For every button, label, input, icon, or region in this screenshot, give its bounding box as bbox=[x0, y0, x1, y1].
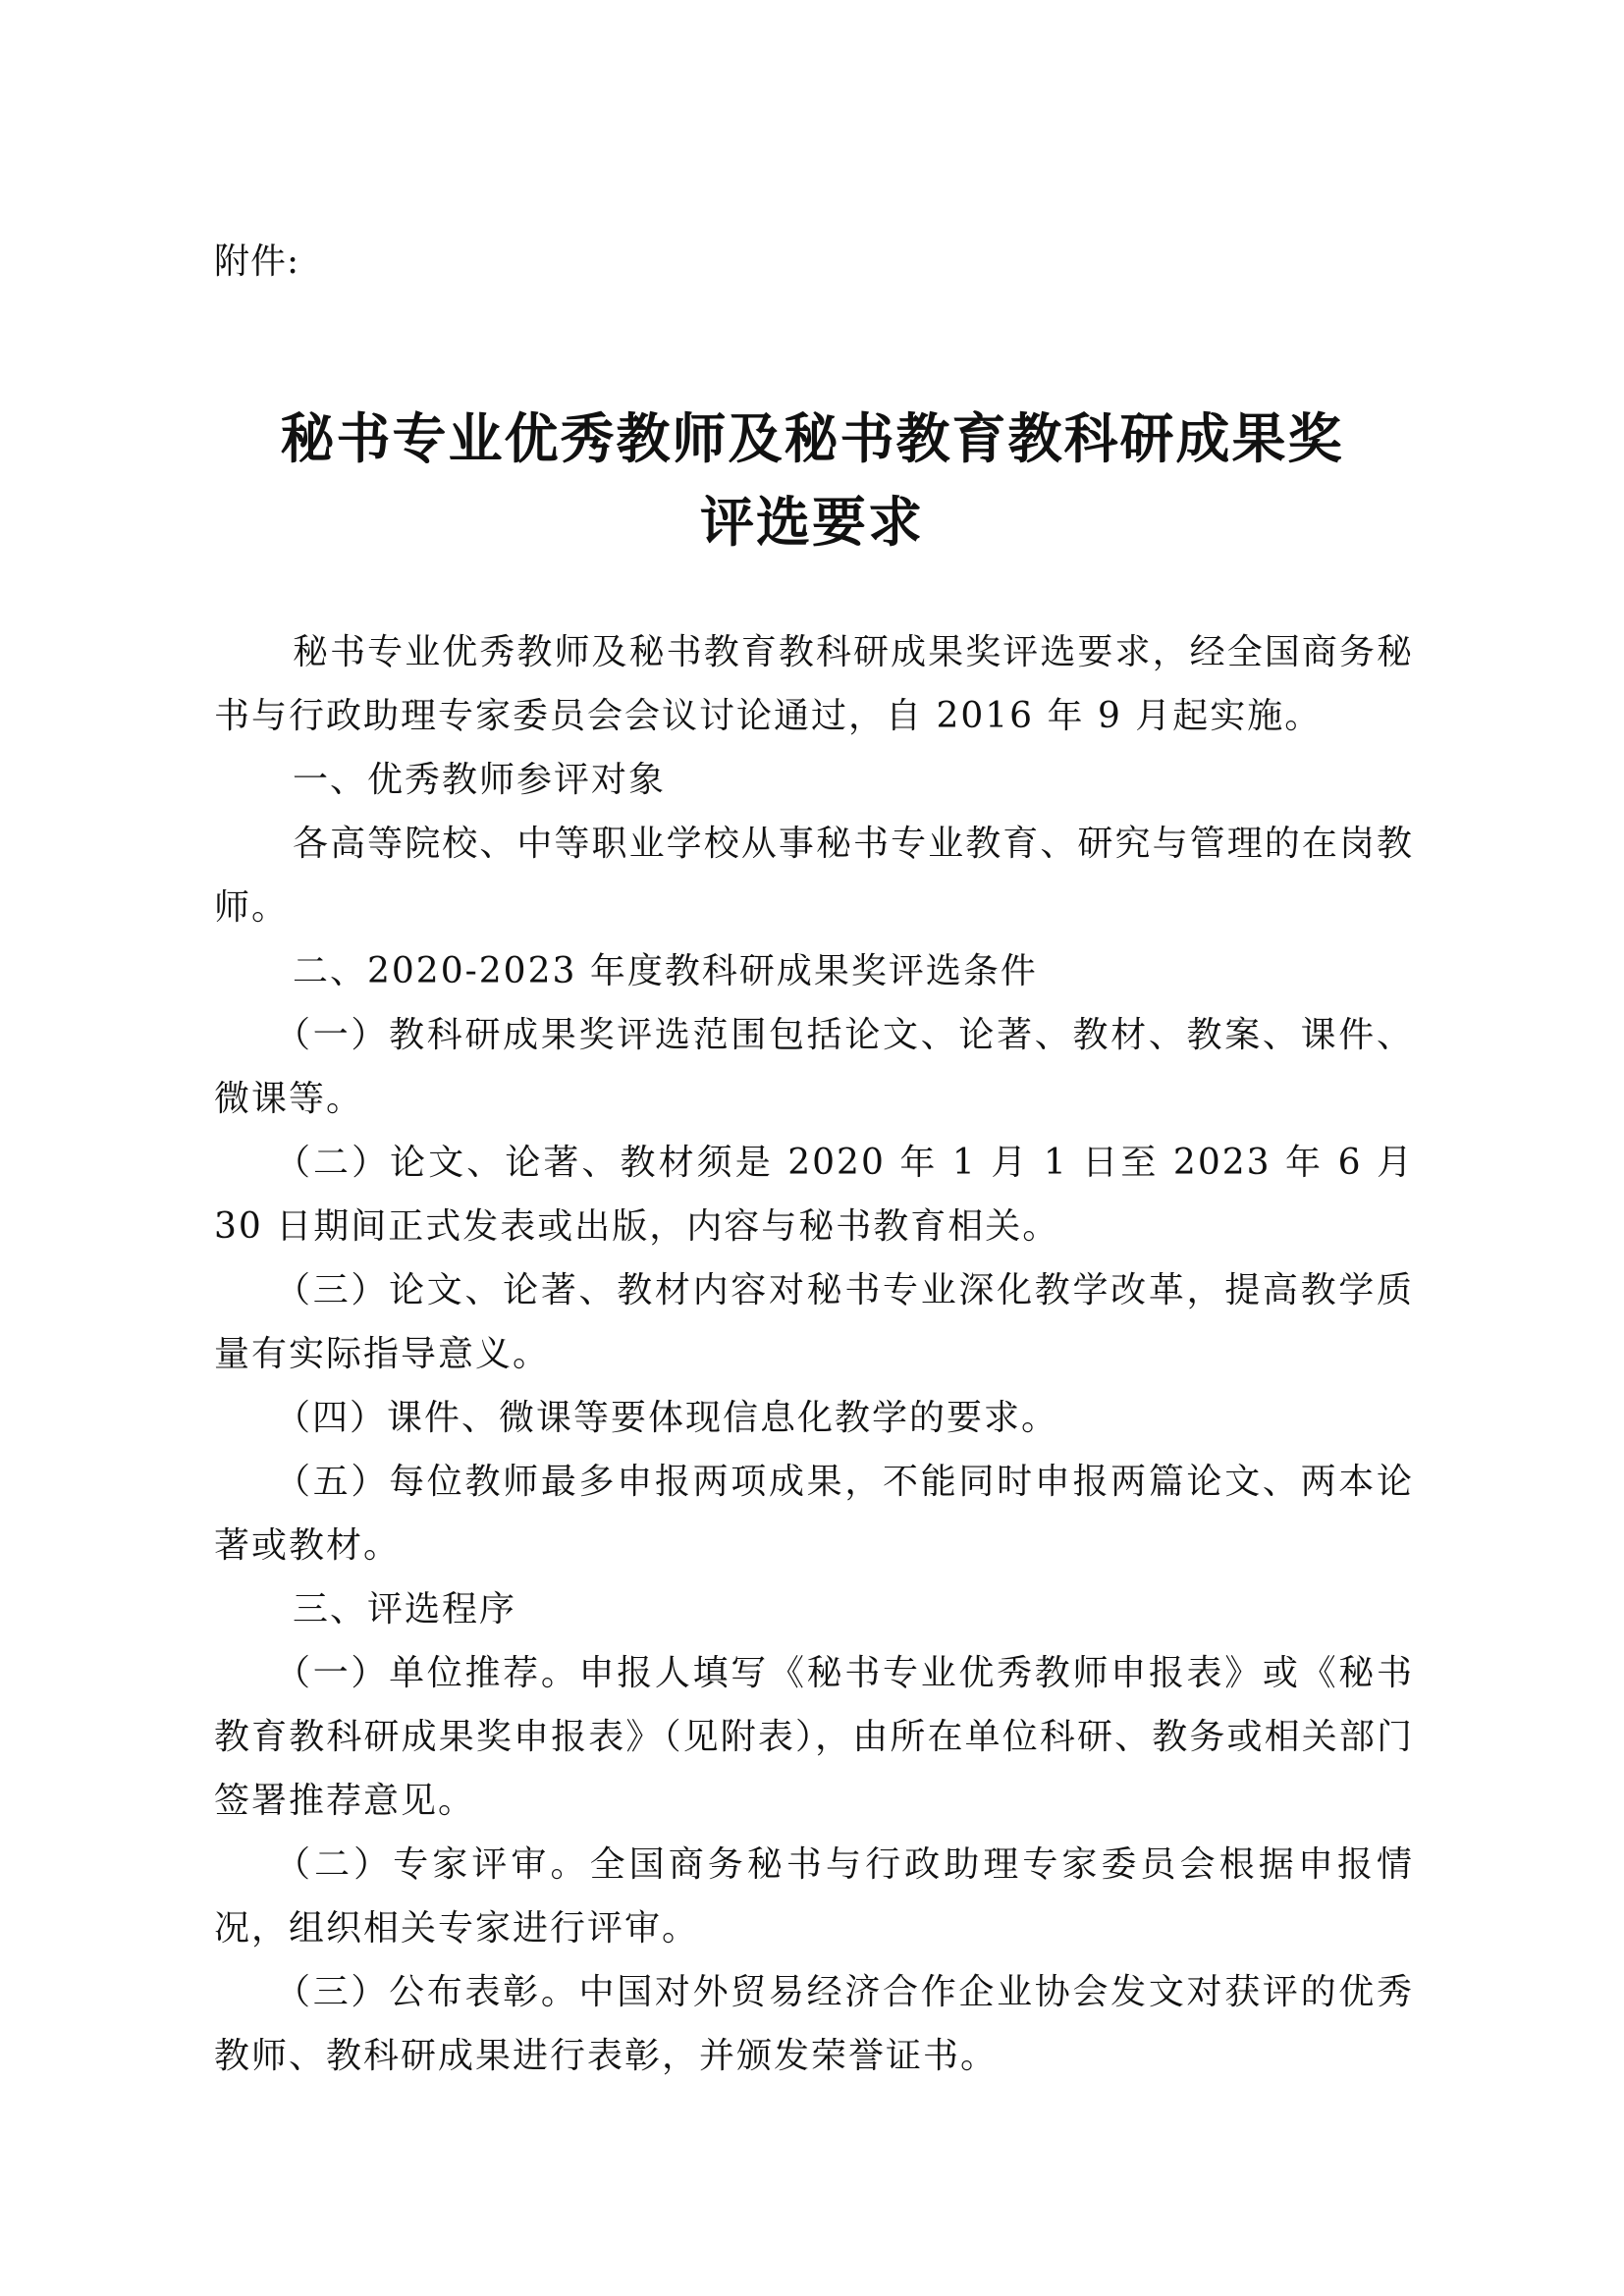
procedure-item-3: （三）公布表彰。中国对外贸易经济合作企业协会发文对获评的优秀教师、教科研成果进行表彰，并颁发荣誉证书。 bbox=[214, 1972, 1414, 2076]
condition-item-4: （四）课件、微课等要体现信息化教学的要求。 bbox=[275, 1398, 1059, 1438]
procedure-item-2: （二）专家评审。全国商务秘书与行政助理专家委员会根据申报情况，组织相关专家进行评审。 bbox=[214, 1844, 1414, 1949]
section-heading-3: 三、评选程序 bbox=[293, 1589, 517, 1629]
condition-item-3: （三）论文、论著、教材内容对秘书专业深化教学改革，提高教学质量有实际指导意义。 bbox=[214, 1270, 1414, 1374]
condition-item-5: （五）每位教师最多申报两项成果，不能同时申报两篇论文、两本论著或教材。 bbox=[214, 1462, 1414, 1566]
section-heading-2: 二、2020-2023 年度教科研成果奖评选条件 bbox=[293, 951, 1038, 991]
condition-item-1: （一）教科研成果奖评选范围包括论文、论著、教材、教案、课件、微课等。 bbox=[214, 1015, 1414, 1119]
procedure-item-1: （一）单位推荐。申报人填写《秘书专业优秀教师申报表》或《秘书教育教科研成果奖申报表》（见附表），由所在单位科研、教务或相关部门签署推荐意见。 bbox=[214, 1653, 1414, 1821]
section-heading-1: 一、优秀教师参评对象 bbox=[293, 760, 667, 800]
document-title-line-1: 秘书专业优秀教师及秘书教育教科研成果奖 bbox=[280, 407, 1344, 470]
document-body bbox=[214, 620, 1414, 2088]
document-title-line-2: 评选要求 bbox=[699, 491, 924, 554]
attachment-label: 附件: bbox=[214, 241, 300, 282]
condition-item-2: （二）论文、论著、教材须是 2020 年 1 月 1 日至 2023 年 6 月 30 日期间正式发表或出版，内容与秘书教育相关。 bbox=[214, 1143, 1414, 1247]
intro-paragraph: 秘书专业优秀教师及秘书教育教科研成果奖评选要求，经全国商务秘书与行政助理专家委员会会议讨论通过，自 2016 年 9 月起实施。 bbox=[214, 632, 1414, 736]
section-1-paragraph: 各高等院校、中等职业学校从事秘书专业教育、研究与管理的在岗教师。 bbox=[214, 824, 1414, 928]
